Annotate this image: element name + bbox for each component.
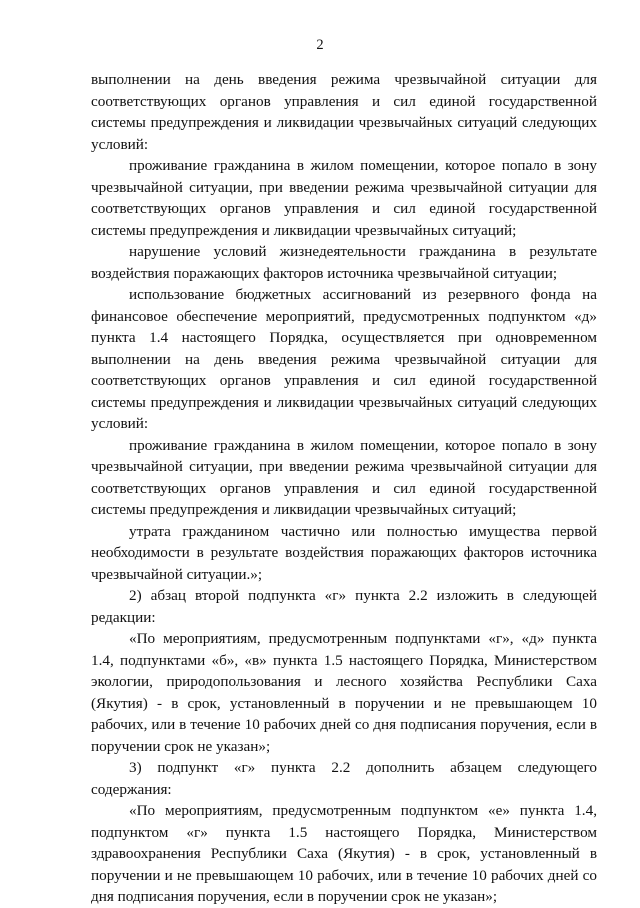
document-body — [91, 69, 597, 908]
page-number: 2 — [316, 37, 324, 53]
paragraph-residence-condition: проживание гражданина в жилом помещении, которое попало в зону чрезвычайной ситуации, при введении режима чрезвычайной ситуации для соответствующих органов управления и сил единой государственной системы предупреждения и ликвидации чрезвычайных ситуаций; — [91, 157, 597, 239]
paragraph-item-3: 3) подпункт «г» пункта 2.2 дополнить абзацем следующего содержания: — [91, 759, 597, 798]
paragraph-ministry-ecology: «По мероприятиям, предусмотренным подпунктами «г», «д» пункта 1.4, подпунктами «б», «в» пункта 1.5 настоящего Порядка, Министерством экологии, природопользования и лесного хозяйства Республики Саха (Якутия) - в срок, установленный в поручении и не превышающем 10 рабочих, или в течение 10 рабочих дней со дня подписания поручения, если в поручении срок не указан»; — [91, 630, 597, 755]
paragraph-budget-allocation: использование бюджетных ассигнований из резервного фонда на финансовое обеспечение мероприятий, предусмотренных подпунктом «д» пункта 1.4 настоящего Порядка, осуществляется при одновременном выполнении на день введения режима чрезвычайной ситуации для соответствующих органов управления и сил единой государственной системы предупреждения и ликвидации чрезвычайных ситуаций следующих условий: — [91, 286, 597, 432]
paragraph-ministry-health: «По мероприятиям, предусмотренным подпунктом «е» пункта 1.4, подпунктом «г» пункта 1.5 настоящего Порядка, Министерством здравоохранения Республики Саха (Якутия) - в срок, установленный в поручении и не превышающем 10 рабочих, или в течение 10 рабочих дней со дня подписания поручения, если в поручении срок не указан»; — [91, 802, 597, 905]
paragraph-item-2: 2) абзац второй подпункта «г» пункта 2.2 изложить в следующей редакции: — [91, 587, 597, 626]
paragraph-property-loss: утрата гражданином частично или полностью имущества первой необходимости в результате воздействия поражающих факторов источника чрезвычайной ситуации.»; — [91, 522, 597, 583]
paragraph-conditions-continued: выполнении на день введения режима чрезвычайной ситуации для соответствующих органов управления и сил единой государственной системы предупреждения и ликвидации чрезвычайных ситуаций следующих условий: — [91, 71, 597, 153]
paragraph-residence-condition-2: проживание гражданина в жилом помещении, которое попало в зону чрезвычайной ситуации, при введении режима чрезвычайной ситуации для соответствующих органов управления и сил единой государственной системы предупреждения и ликвидации чрезвычайных ситуаций; — [91, 436, 597, 518]
paragraph-living-conditions: нарушение условий жизнедеятельности гражданина в результате воздействия поражающих факторов источника чрезвычайной ситуации; — [91, 243, 597, 282]
